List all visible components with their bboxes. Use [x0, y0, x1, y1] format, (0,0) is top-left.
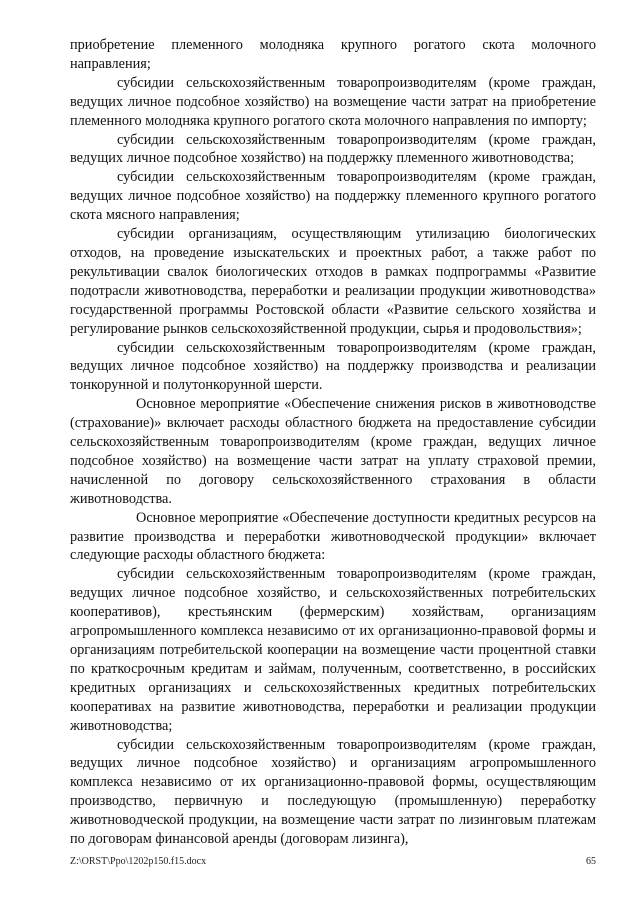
page-number: 65: [586, 856, 596, 867]
file-path: Z:\ORST\Ppo\1202p150.f15.docx: [70, 856, 207, 867]
paragraph-subsidy-waste-disposal: субсидии организациям, осуществляющим утилизацию биологических отходов, на проведение изыскательских и проектных работ, а также работ по рекультивации свалок биологических отходов в рамках подпрограммы «Развитие подотрасли животноводства, переработки и реализации продукции животноводства» государственной программы Ростовской области «Развитие сельского хозяйства и регулирование рынков сельскохозяйственной продукции, сырья и продовольствия»;: [70, 226, 596, 337]
paragraph-subsidy-wool: субсидии сельскохозяйственным товаропроизводителям (кроме граждан, ведущих личное подсобное хозяйство) на поддержку производства и реализации тонкорунной и полутонкорунной шерсти.: [70, 339, 596, 394]
paragraph-insurance-measure: Основное мероприятие «Обеспечение снижения рисков в животноводстве (страхование)» включает расходы областного бюджета на предоставление субсидии сельскохозяйственным товаропроизводителям (кроме граждан, ведущих личное подсобное хозяйство) на возмещение части затрат на уплату страховой премии, начисленной по договору сельскохозяйственного страхования в области животноводства.: [70, 396, 596, 507]
document-body: [70, 36, 596, 849]
paragraph-subsidy-breeding: субсидии сельскохозяйственным товаропроизводителям (кроме граждан, ведущих личное подсобное хозяйство) на поддержку племенного животноводства;: [70, 131, 596, 167]
paragraph-subsidy-import: субсидии сельскохозяйственным товаропроизводителям (кроме граждан, ведущих личное подсобное хозяйство) на возмещение части затрат на приобретение племенного молодняка крупного рогатого скота молочного направления по импорту;: [70, 74, 596, 129]
page-footer: [70, 854, 596, 870]
paragraph-subsidy-interest-rate: субсидии сельскохозяйственным товаропроизводителям (кроме граждан, ведущих личное подсобное хозяйство, и сельскохозяйственных потребительских кооперативов), крестьянским (фермерским) хозяйствам, организациям агропромышленного комплекса независимо от их организационно-правовой формы и организациям потребительской кооперации на возмещение части процентной ставки по краткосрочным кредитам и займам, полученным, соответственно, в российских кредитных организациях и сельскохозяйственных кредитных потребительских кооперативах на развитие животноводства, переработки и реализации продукции животноводства;: [70, 566, 596, 734]
paragraph-credit-measure: Основное мероприятие «Обеспечение доступности кредитных ресурсов на развитие производства и переработки животноводческой продукции» включает следующие расходы областного бюджета:: [70, 509, 596, 564]
paragraph-subsidy-leasing: субсидии сельскохозяйственным товаропроизводителям (кроме граждан, ведущих личное подсобное хозяйство) и организациям агропромышленного комплекса независимо от их организационно-правовой формы, осуществляющим производство, первичную и последующую (промышленную) переработку животноводческой продукции, на возмещение части затрат по лизинговым платежам по договорам финансовой аренды (договорам лизинга),: [70, 736, 596, 848]
paragraph-continuation: приобретение племенного молодняка крупного рогатого скота молочного направления;: [70, 37, 596, 72]
paragraph-subsidy-beef-cattle: субсидии сельскохозяйственным товаропроизводителям (кроме граждан, ведущих личное подсобное хозяйство) на поддержку племенного крупного рогатого скота мясного направления;: [70, 169, 596, 224]
